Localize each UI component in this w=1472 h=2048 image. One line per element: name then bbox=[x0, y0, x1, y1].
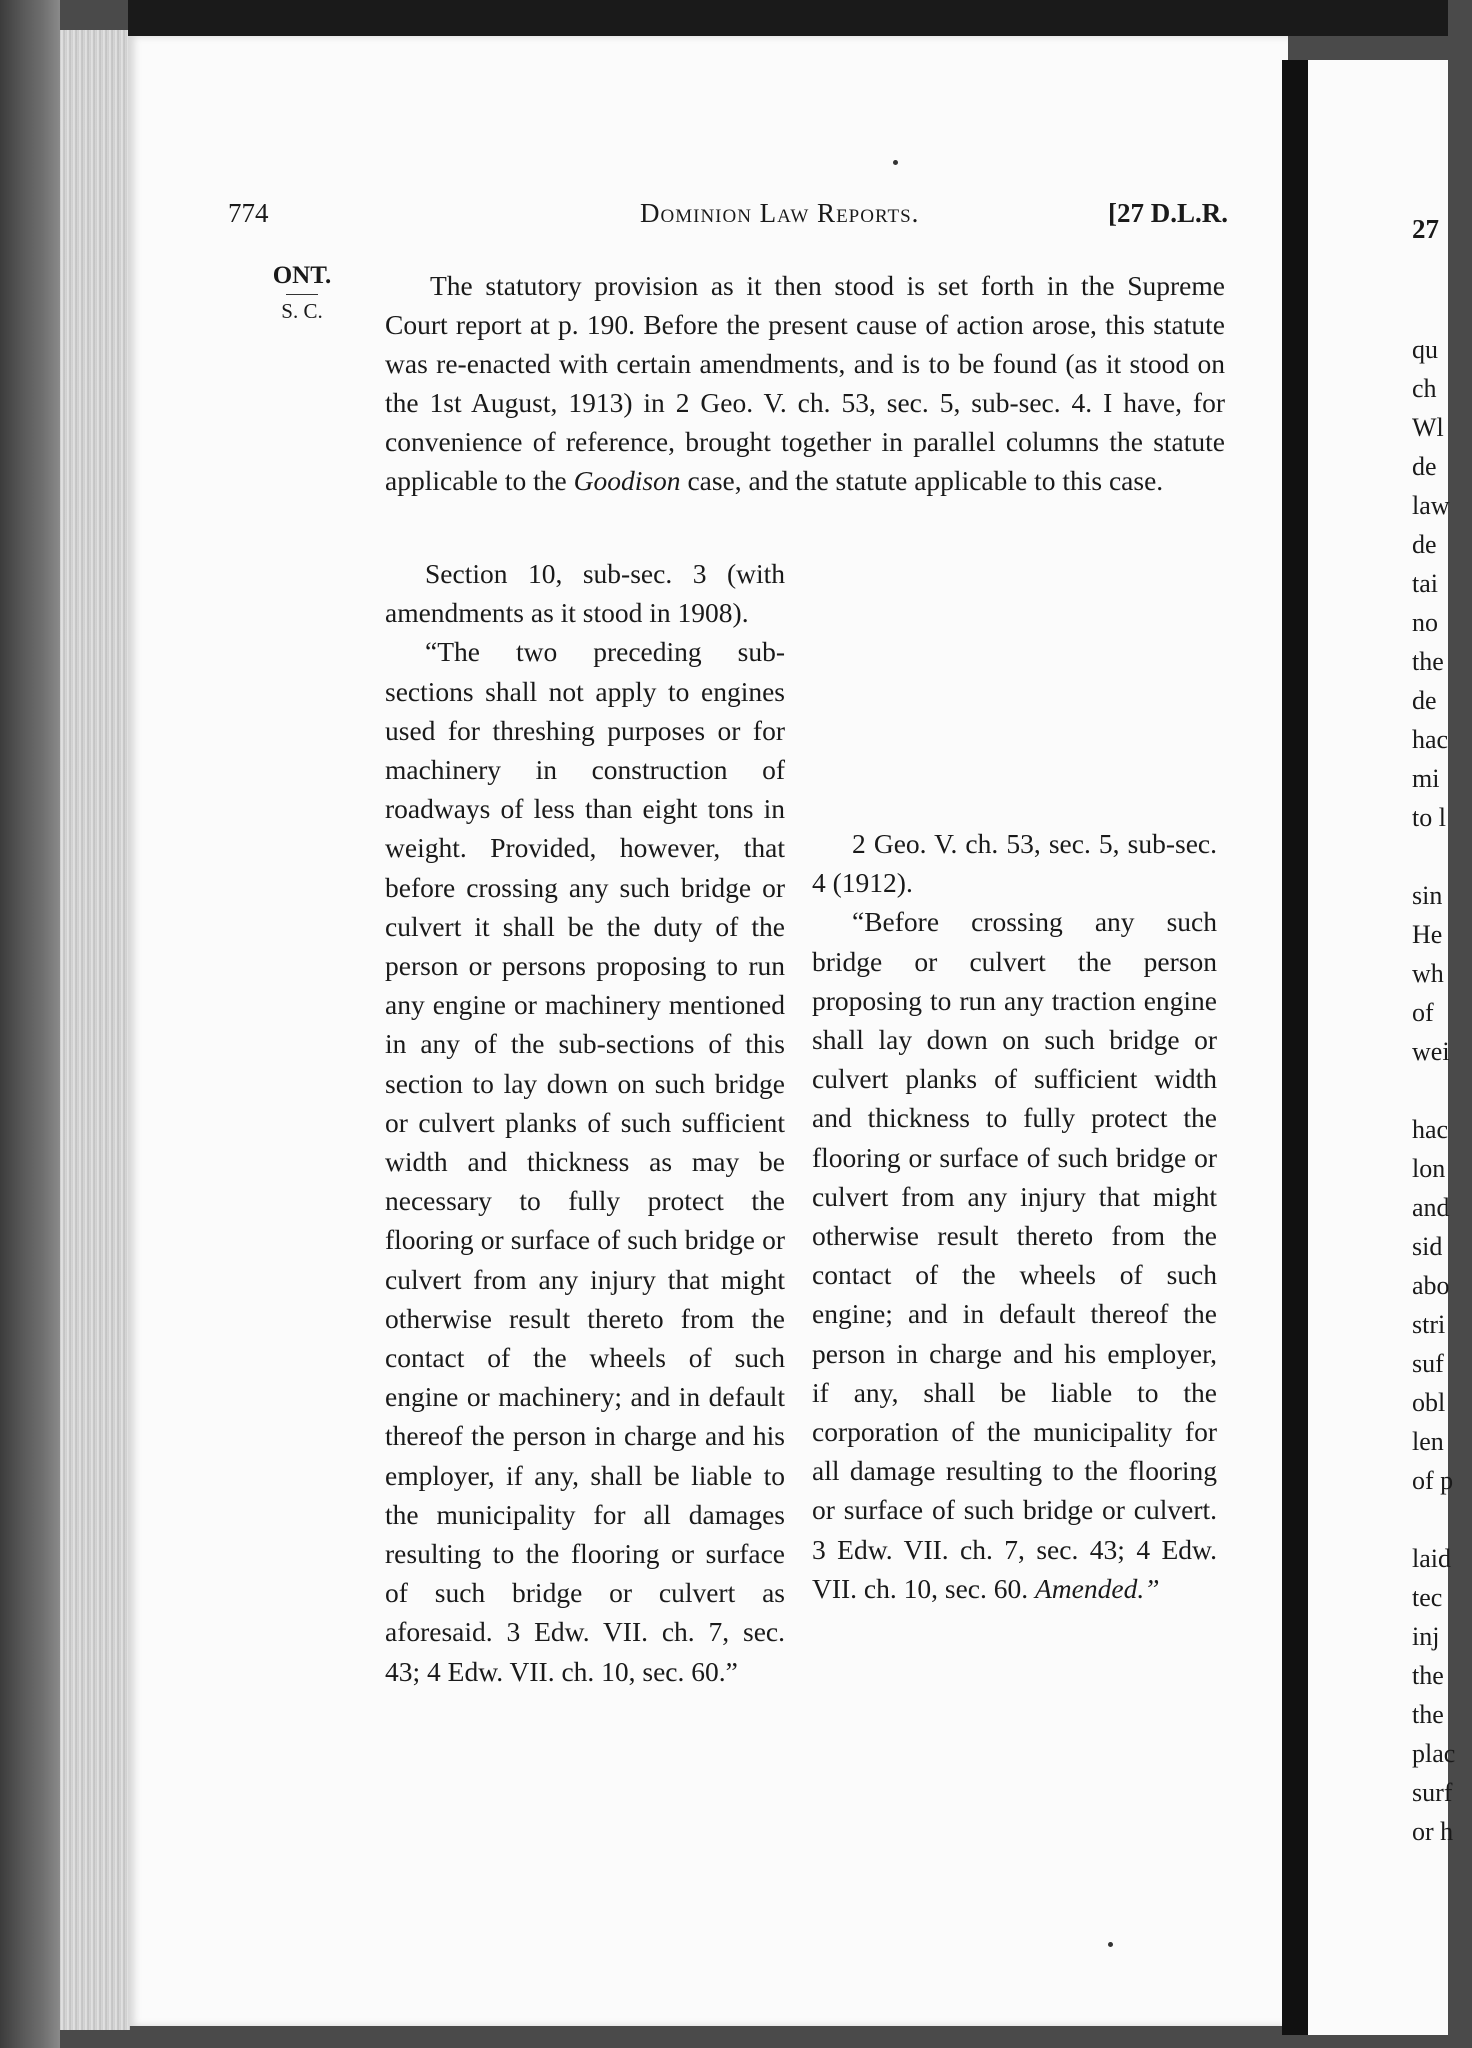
facing-page-line: the bbox=[1412, 1700, 1444, 1729]
scan-border bbox=[128, 0, 1448, 36]
facing-page-line: sid bbox=[1412, 1232, 1443, 1261]
book-spine bbox=[0, 0, 60, 2048]
province-label: ONT. bbox=[272, 262, 332, 289]
margin-note bbox=[262, 262, 342, 324]
left-column-heading: Section 10, sub-sec. 3 (with amendments as it stood in 1908). bbox=[385, 558, 785, 629]
facing-page-line: abo bbox=[1412, 1271, 1450, 1300]
facing-page-line: mi bbox=[1412, 764, 1440, 793]
facing-page-number: 27 bbox=[1412, 214, 1439, 244]
facing-page-line: suf bbox=[1412, 1349, 1444, 1378]
facing-page-line: tai bbox=[1412, 569, 1438, 598]
intro-paragraph: The statutory provision as it then stood is set forth in the Supreme Court report at p. 190. Before the present cause of action arose, this statute was re-enacted with certain amendments, and is to be found (as it stood on the 1st August, 1913) in 2 Geo. V. ch. 53, sec. 5, sub-sec. 4. I have, for convenience of reference, brought together in parallel columns the statute applicable to the Goodison case, and the statute applicable to this case. bbox=[385, 270, 1225, 496]
facing-page-line: de bbox=[1412, 686, 1437, 715]
facing-page-line: the bbox=[1412, 1661, 1444, 1690]
page-edges bbox=[60, 30, 130, 2030]
facing-page-line: He bbox=[1412, 920, 1443, 949]
amended-note: Amended.” bbox=[1035, 1572, 1160, 1604]
volume-reference: [27 D.L.R. bbox=[1108, 198, 1228, 228]
facing-page-line: the bbox=[1412, 647, 1444, 676]
facing-page-line: no bbox=[1412, 608, 1438, 637]
facing-page-line: plac bbox=[1412, 1739, 1456, 1768]
divider bbox=[286, 294, 318, 295]
scan-speck bbox=[1108, 1942, 1113, 1947]
facing-page-line: of p bbox=[1412, 1466, 1454, 1495]
intro-paragraph-block bbox=[385, 266, 1225, 500]
facing-page-line bbox=[1412, 1500, 1472, 1539]
right-statute-column bbox=[812, 824, 1217, 1608]
facing-page-line: wei bbox=[1412, 1037, 1450, 1066]
facing-page-line: to l bbox=[1412, 803, 1446, 832]
facing-page-line: of bbox=[1412, 998, 1434, 1027]
facing-page-line: tec bbox=[1412, 1583, 1443, 1612]
page-number: 774 bbox=[228, 198, 269, 228]
facing-page-line: de bbox=[1412, 530, 1437, 559]
running-header bbox=[228, 198, 1228, 238]
facing-page-line: law bbox=[1412, 491, 1450, 520]
left-statute-column bbox=[385, 554, 785, 1691]
facing-page-line: stri bbox=[1412, 1310, 1446, 1339]
facing-page-line: hac bbox=[1412, 725, 1449, 754]
facing-page-line: or h bbox=[1412, 1817, 1454, 1846]
facing-page-line: wh bbox=[1412, 959, 1444, 988]
facing-page-line: Wl bbox=[1412, 413, 1444, 442]
facing-page-line: qu bbox=[1412, 335, 1438, 364]
book-gutter bbox=[1282, 60, 1308, 2035]
facing-page-line: sin bbox=[1412, 881, 1443, 910]
facing-page-line: lon bbox=[1412, 1154, 1446, 1183]
facing-page-line: and bbox=[1412, 1193, 1450, 1222]
running-title: Dominion Law Reports. bbox=[640, 198, 920, 228]
facing-page-line: ch bbox=[1412, 374, 1437, 403]
right-column-heading: 2 Geo. V. ch. 53, sec. 5, sub-sec. 4 (1912). bbox=[812, 828, 1217, 899]
scan-speck bbox=[893, 160, 898, 165]
case-name: Goodison bbox=[573, 465, 681, 496]
facing-page-line: len bbox=[1412, 1427, 1444, 1456]
court-label: S. C. bbox=[281, 299, 323, 323]
facing-page-line: hac bbox=[1412, 1115, 1449, 1144]
right-column-text bbox=[812, 902, 1217, 1608]
facing-page-line: laid bbox=[1412, 1544, 1451, 1573]
facing-page-line: obl bbox=[1412, 1388, 1446, 1417]
facing-page-line: inj bbox=[1412, 1622, 1440, 1651]
facing-page-line: de bbox=[1412, 452, 1437, 481]
facing-page-text bbox=[1412, 330, 1472, 1851]
facing-page-line bbox=[1412, 837, 1472, 876]
left-column-text: “The two preceding sub-sections shall not apply to engines used for threshing purposes or for machinery in construction of roadways of less than eight tons in weight. Provided, however, that before crossing any such bridge or culvert it shall be the duty of the person or persons proposing to run any engine or machinery mentioned in any of the sub-sections of this section to lay down on such bridge or culvert planks of such sufficient width and thickness as may be necessary to fully protect the flooring or surface of such bridge or culvert from any injury that might otherwise result thereto from the contact of the wheels of such engine or machinery; and in default thereof the person in charge and his employer, if any, shall be liable to the municipality for all damages resulting to the flooring or surface of such bridge or culvert as aforesaid. 3 Edw. VII. ch. 7, sec. 43; 4 Edw. VII. ch. 10, sec. 60.” bbox=[385, 636, 785, 1687]
facing-page-line: surf bbox=[1412, 1778, 1453, 1807]
facing-page-line bbox=[1412, 1071, 1472, 1110]
right-column-body: “Before crossing any such bridge or culvert the person proposing to run any traction engine shall lay down on such bridge or culvert planks of sufficient width and thickness to fully protect the flooring or surface of such bridge or culvert from any injury that might otherwise result thereto from the contact of the wheels of such engine; and in default thereof the person in charge and his employer, if any, shall be liable to the corporation of the municipality for all damage resulting to the flooring or surface of such bridge or culvert. 3 Edw. VII. ch. 7, sec. 43; 4 Edw. VII. ch. 10, sec. 60. bbox=[812, 906, 1217, 1604]
